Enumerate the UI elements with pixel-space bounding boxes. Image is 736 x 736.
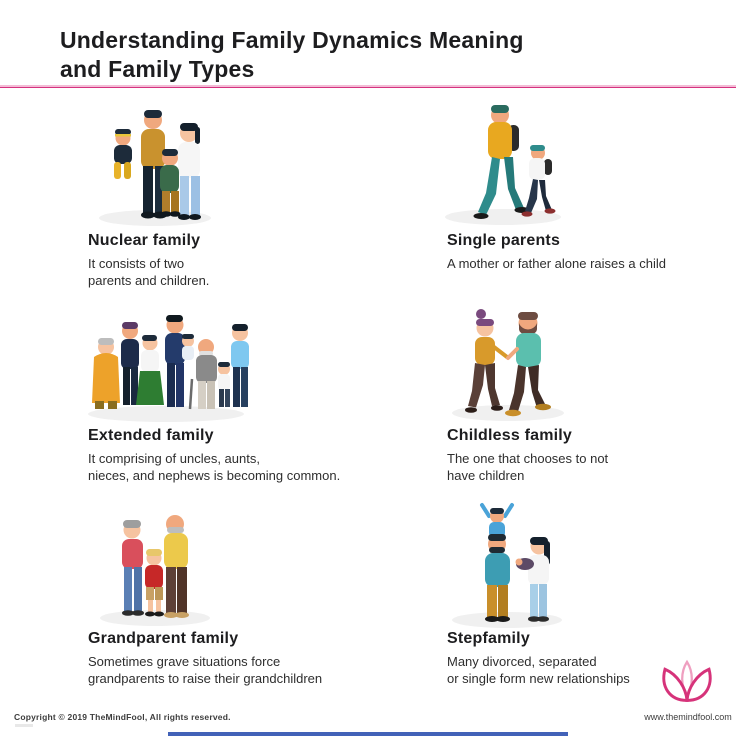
page-title-line2: and Family Types <box>60 56 255 82</box>
single-parent-illustration <box>438 95 573 230</box>
family-description-line: The one that chooses to not <box>447 451 609 466</box>
copyright-text: Copyright © 2019 TheMindFool, All rights reserved. <box>14 712 231 722</box>
family-card-childless <box>447 427 736 484</box>
faint-watermark <box>15 724 33 727</box>
childless-family-illustration <box>438 295 578 425</box>
family-card-extended <box>88 427 418 484</box>
stepfamily-illustration <box>445 500 570 630</box>
page-title <box>60 26 524 84</box>
grandparent-family-illustration <box>90 500 220 630</box>
family-heading: Single parents <box>447 232 561 249</box>
family-heading: Extended family <box>88 427 214 444</box>
family-description-line: nieces, and nephews is becoming common. <box>88 468 341 483</box>
family-heading: Grandparent family <box>88 630 239 647</box>
pink-divider-line <box>0 85 736 88</box>
family-card-nuclear <box>88 232 418 289</box>
family-description-line: Many divorced, separated <box>447 654 597 669</box>
family-description-line: or single form new relationships <box>447 671 630 686</box>
family-description-line: grandparents to raise their grandchildren <box>88 671 323 686</box>
website-url: www.themindfool.com <box>644 712 732 722</box>
extended-family-illustration <box>78 295 253 425</box>
bottom-accent-line <box>168 732 568 736</box>
brand-logo <box>652 658 722 713</box>
family-card-grandparent <box>88 630 418 687</box>
tulip-logo-icon <box>654 658 720 708</box>
family-description-line: It consists of two <box>88 256 185 271</box>
family-description-line: Sometimes grave situations force <box>88 654 281 669</box>
family-heading: Stepfamily <box>447 630 530 647</box>
family-card-single-parents <box>447 232 736 272</box>
family-description-line: It comprising of uncles, aunts, <box>88 451 260 466</box>
family-heading: Nuclear family <box>88 232 201 249</box>
family-description-line: have children <box>447 468 525 483</box>
family-description-line: parents and children. <box>88 273 210 288</box>
family-description-line: A mother or father alone raises a child <box>447 256 666 271</box>
nuclear-family-illustration <box>85 100 225 230</box>
family-heading: Childless family <box>447 427 573 444</box>
page-title-line1: Understanding Family Dynamics Meaning <box>60 27 524 53</box>
